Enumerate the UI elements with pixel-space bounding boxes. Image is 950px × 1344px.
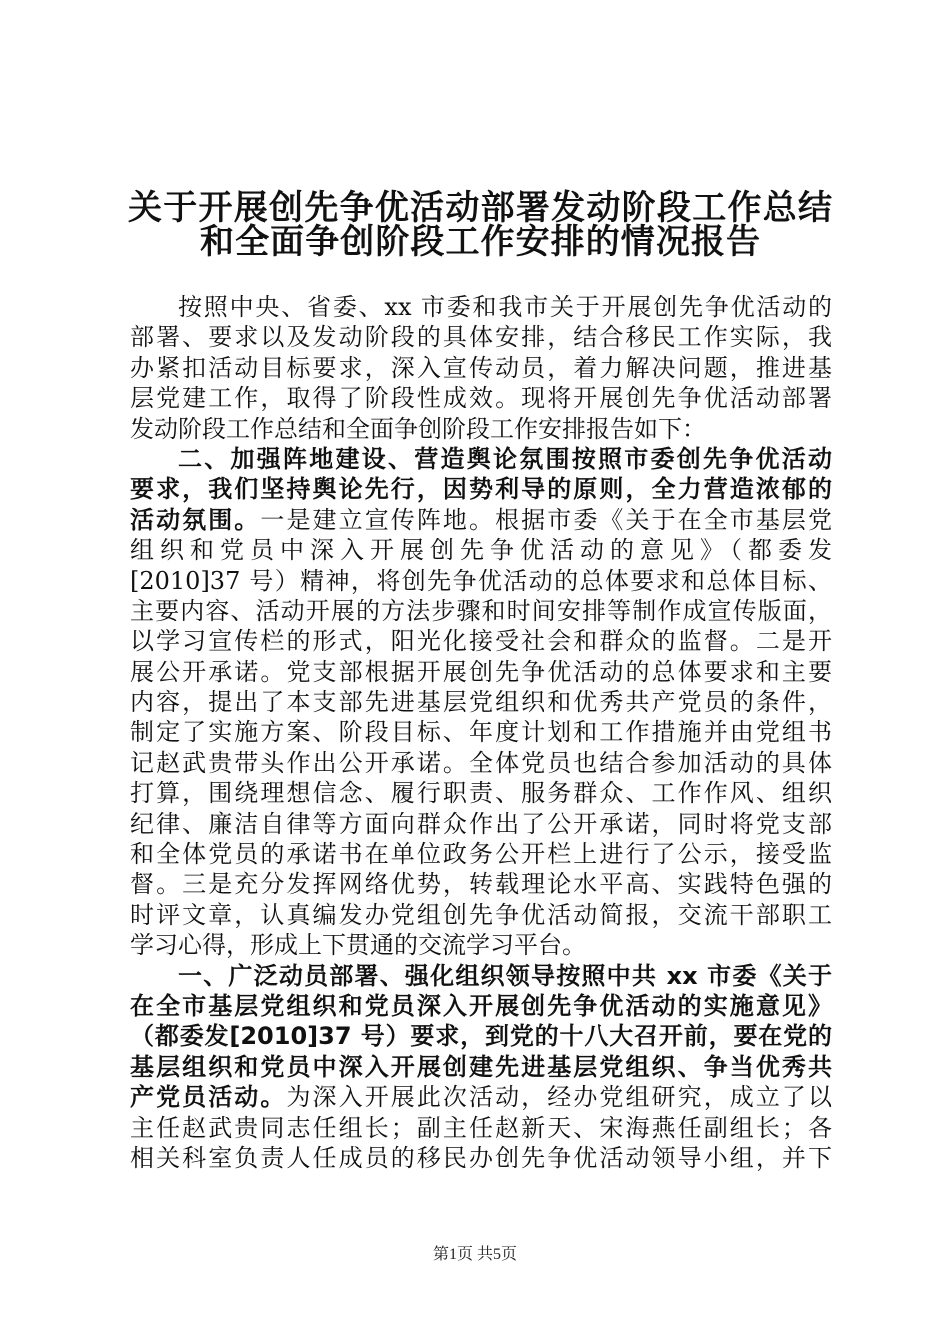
paragraph-1-line: 按照中央、省委、xx 市委和我市关于开展创先争优活动的 xyxy=(178,293,832,321)
paragraph-1-line: 部署、要求以及发动阶段的具体安排，结合移民工作实际，我 xyxy=(130,323,832,352)
paragraph-3-heading-tail: 产党员活动。 xyxy=(130,1083,287,1112)
paragraph-2-line: 主要内容、活动开展的方法步骤和时间安排等制作成宣传版面， xyxy=(130,596,832,625)
paragraph-2-line: 纪律、廉洁自律等方面向群众作出了公开承诺，同时将党支部 xyxy=(130,809,832,838)
paragraph-2-line: 记赵武贵带头作出公开承诺。全体党员也结合参加活动的具体 xyxy=(130,748,832,777)
paragraph-2-heading-tail: 活动氛围。 xyxy=(130,505,261,534)
paragraph-2-line xyxy=(130,505,832,535)
paragraph-1-line: 发动阶段工作总结和全面争创阶段工作安排报告如下： xyxy=(130,414,706,443)
paragraph-2-heading-line: 要求，我们坚持舆论先行，因势利导的原则，全力营造浓郁的 xyxy=(130,475,832,504)
paragraph-2-line: [2010]37 号）精神，将创先争优活动的总体要求和总体目标、 xyxy=(130,566,832,595)
paragraph-3-line: 主任赵武贵同志任组长；副主任赵新天、宋海燕任副组长；各 xyxy=(130,1113,832,1142)
paragraph-2-line: 内容，提出了本支部先进基层党组织和优秀共产党员的条件， xyxy=(130,688,832,717)
paragraph-2-line: 时评文章，认真编发办党组创先争优活动简报，交流干部职工 xyxy=(130,900,832,929)
paragraph-3-heading-line: （都委发[2010]37 号）要求，到党的十八大召开前，要在党的 xyxy=(130,1022,832,1051)
paragraph-2-line: 制定了实施方案、阶段目标、年度计划和工作措施并由党组书 xyxy=(130,718,832,747)
paragraph-2-line: 学习心得，形成上下贯通的交流学习平台。 xyxy=(130,931,586,960)
paragraph-3-line xyxy=(130,1082,832,1112)
paragraph-3-heading-line: 基层组织和党员中深入开展创建先进基层党组织、争当优秀共 xyxy=(130,1052,832,1081)
page-footer: 第1页 共5页 xyxy=(432,1246,517,1263)
paragraph-2-line: 以学习宣传栏的形式，阳光化接受社会和群众的监督。二是开 xyxy=(130,627,832,656)
paragraph-1-line: 办紧扣活动目标要求，深入宣传动员，着力解决问题，推进基 xyxy=(130,353,832,382)
paragraph-2-line: 展公开承诺。党支部根据开展创先争优活动的总体要求和主要 xyxy=(130,657,832,686)
paragraph-2-line: 打算，围绕理想信念、履行职责、服务群众、工作作风、组织 xyxy=(130,779,832,808)
paragraph-2-heading-line: 二、加强阵地建设、营造舆论氛围按照市委创先争优活动 xyxy=(178,444,832,473)
paragraph-3-heading-line: 一、广泛动员部署、强化组织领导按照中共 xx 市委《关于 xyxy=(178,961,832,990)
document-title-line-1: 关于开展创先争优活动部署发动阶段工作总结 xyxy=(128,188,832,228)
document-title-line-2: 和全面争创阶段工作安排的情况报告 xyxy=(200,222,760,262)
paragraph-3-line: 相关科室负责人任成员的移民办创先争优活动领导小组，并下 xyxy=(130,1143,832,1172)
paragraph-2-line: 组织和党员中深入开展创先争优活动的意见》（都委发 xyxy=(130,536,832,565)
paragraph-2-line: 督。三是充分发挥网络优势，转载理论水平高、实践特色强的 xyxy=(130,870,832,899)
paragraph-3-heading-line: 在全市基层党组织和党员深入开展创先争优活动的实施意见》 xyxy=(130,991,832,1020)
paragraph-2-line: 和全体党员的承诺书在单位政务公开栏上进行了公示，接受监 xyxy=(130,840,832,869)
paragraph-1-line: 层党建工作，取得了阶段性成效。现将开展创先争优活动部署 xyxy=(130,384,832,413)
paragraph-3-text: 为深入开展此次活动，经办党组研究，成立了以 xyxy=(286,1083,833,1112)
document-body xyxy=(130,292,832,1173)
paragraph-2-text: 一是建立宣传阵地。根据市委《关于在全市基层党 xyxy=(260,505,833,534)
